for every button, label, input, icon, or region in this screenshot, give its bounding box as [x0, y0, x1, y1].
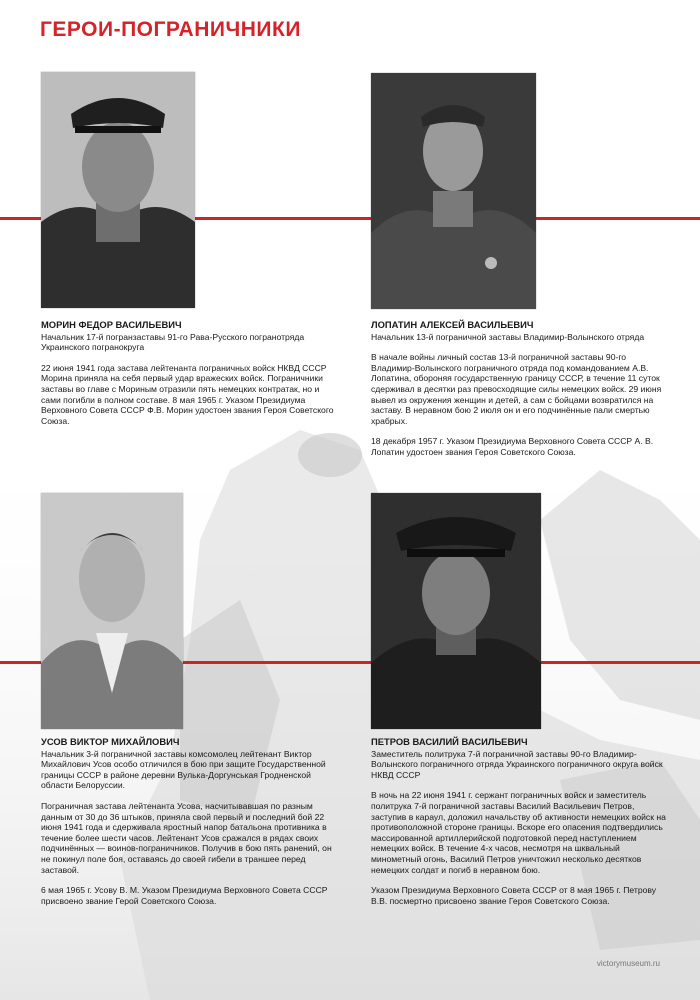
- hero-bio-lopatin: [371, 320, 671, 468]
- hero-role: Начальник 17-й погранзаставы 91-го Рава-Русского погранотряда Украинского погранокруга: [41, 331, 305, 353]
- hero-bio-usov: [41, 737, 341, 916]
- hero-bio-petrov: [371, 737, 671, 916]
- hero-paragraph: Пограничная застава лейтенанта Усова, насчитывавшая по разным данным от 30 до 36 штыков, приняла свой первый и последний бой 22 июня 1941 года и сдерживала яростный напор батальона противника в течение более шести часов. Лейтенант Усов сражался в рядах своих подчинённых — воинов-пограничников. Получив в бою пять ранений, он не покинул поле боя, оставаясь до своей гибели в траншее перед заставой.: [41, 800, 332, 875]
- hero-photo-lopatin: [371, 73, 536, 309]
- page-title: ГЕРОИ-ПОГРАНИЧНИКИ: [40, 18, 301, 41]
- hero-photo-morin: [41, 72, 195, 308]
- hero-paragraph: Указом Президиума Верховного Совета СССР от 8 мая 1965 г. Петрову В.В. посмертно присвоено звание Героя Советского Союза.: [371, 885, 657, 906]
- hero-role: Начальник 13-й пограничной заставы Владимир-Волынского отряда: [371, 331, 645, 342]
- hero-role: Начальник 3-й пограничной заставы комсомолец лейтенант Виктор Михайлович Усов особо отличился в бою при защите Государственной границы СССР в районе деревни Вулька-Доргунськая Гродненской области Белоруссии.: [41, 748, 326, 791]
- hero-photo-petrov: [371, 493, 541, 729]
- hero-bio-morin: [41, 320, 341, 436]
- footer-url: victorymuseum.ru: [596, 959, 660, 968]
- hero-paragraph: 18 декабря 1957 г. Указом Президиума Верховного Совета СССР А. В. Лопатин удостоен звания Героя Советского Союза.: [371, 436, 654, 457]
- hero-name: ЛОПАТИН АЛЕКСЕЙ ВАСИЛЬЕВИЧ: [371, 319, 534, 330]
- hero-paragraph: В начале войны личный состав 13-й пограничной заставы 90-го Владимир-Волынского пограничного отряда под командованием А.В. Лопатина, обороняя государственную границу СССР, в течение 11 суток сдерживал в десятки раз превосходящие силы немецких войск. 29 июня вывел из окружения женщин и детей, а сам с бойцами возвратился на заставу. В неравном бою 2 июля он и его подчинённые пали смертью храбрых.: [371, 352, 662, 426]
- hero-paragraph: 22 июня 1941 года застава лейтенанта пограничных войск НКВД СССР Морина приняла на себя первый удар вражеских войск. Пограничники заставы во главе с Мориным отразили пять немецких контратак, но и сами погибли в полном составе. 8 мая 1965 г. Указом Президиума Верховного Совета СССР Ф.В. Морин удостоен звания Героя Советского Союза.: [41, 362, 334, 426]
- hero-paragraph: 6 мая 1965 г. Усову В. М. Указом Президиума Верховного Совета СССР присвоено звание Герой Советского Союза.: [41, 885, 328, 906]
- hero-name: УСОВ ВИКТОР МИХАЙЛОВИЧ: [41, 736, 180, 747]
- hero-role: Заместитель политрука 7-й пограничной заставы 90-го Владимир-Волынского пограничного отряда Украинского пограничного округа войск НКВД СССР: [371, 748, 663, 780]
- hero-name: МОРИН ФЕДОР ВАСИЛЬЕВИЧ: [41, 319, 182, 330]
- hero-name: ПЕТРОВ ВАСИЛИЙ ВАСИЛЬЕВИЧ: [371, 736, 528, 747]
- hero-paragraph: В ночь на 22 июня 1941 г. сержант пограничных войск и заместитель политрука 7-й пограничной заставы Василий Васильевич Петров, заступив в караул, доложил начальству об активности немецких войск на противоположной стороне границы. Вскоре его опасения подтвердились массированной артиллерийской подготовкой перед наступлением немецких войск. В течение 4-х часов, несмотря на шквальный минометный огонь, Василий Петров уничтожил несколько десятков немецких солдат и погиб в неравном бою.: [371, 790, 666, 875]
- hero-photo-usov: [41, 493, 183, 729]
